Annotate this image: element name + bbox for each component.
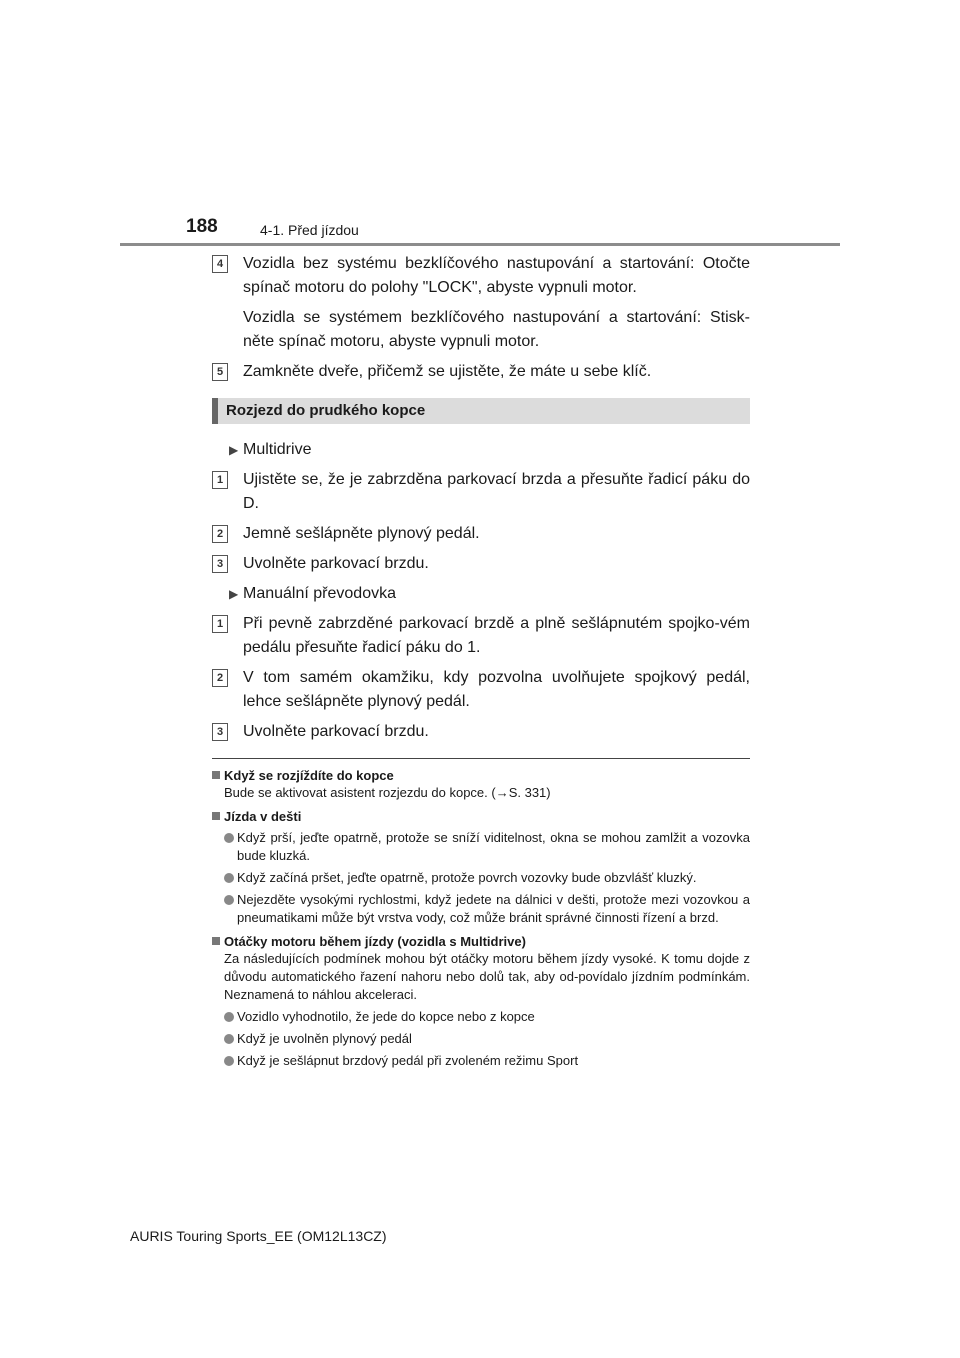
bullet-dot-icon (224, 1012, 234, 1022)
page-number: 188 (186, 216, 218, 237)
subsection-heading: Rozjezd do prudkého kopce (212, 398, 750, 424)
multidrive-label: ▶ Multidrive (212, 438, 750, 462)
bullet-dot-icon (224, 1056, 234, 1066)
triangle-right-icon: ▶ (229, 587, 239, 601)
step-text: Vozidla bez systému bezklíčového nastupování a startování: Otočte spínač motoru do polohy "LOCK", abyste vypnuli motor. (243, 255, 750, 296)
step-text: Vozidla se systémem bezklíčového nastupování a startování: Stisk-něte spínač motoru, abyste vypnuli motor. (243, 309, 750, 350)
note-body: Bude se aktivovat asistent rozjezdu do kopce. (→S. 331) (224, 785, 551, 800)
multidrive-step-1 (212, 468, 750, 516)
manual-step-1 (212, 612, 750, 660)
step-text: Jemně sešlápněte plynový pedál. (243, 525, 480, 542)
step-text: Zamkněte dveře, přičemž se ujistěte, že máte u sebe klíč. (243, 363, 652, 380)
square-icon (212, 937, 220, 945)
bullet-item: Když je sešlápnut brzdový pedál při zvoleném režimu Sport (212, 1052, 750, 1070)
header-divider (120, 243, 840, 246)
multidrive-step-3 (212, 552, 750, 576)
page-footer: AURIS Touring Sports_EE (OM12L13CZ) (130, 1228, 387, 1244)
section-title: 4-1. Před jízdou (260, 222, 359, 238)
note-title-rain: Jízda v dešti (212, 808, 750, 825)
note-body: Za následujících podmínek mohou být otáčky motoru během jízdy vysoké. K tomu dojde z důvodu automatického řazení nahoru nebo dolů tak, aby od-povídalo jízdním podmínkám. Neznamená to náhlou akceleraci. (224, 951, 750, 1002)
step-text: Uvolněte parkovací brzdu. (243, 723, 429, 740)
step-5 (212, 360, 750, 384)
bullet-dot-icon (224, 873, 234, 883)
step-text: Ujistěte se, že je zabrzděna parkovací brzda a přesuňte řadicí páku do D. (243, 471, 750, 512)
bullet-item: Vozidlo vyhodnotilo, že jede do kopce nebo z kopce (212, 1008, 750, 1026)
step-number-badge: 2 (212, 525, 228, 543)
note-title-rpm: Otáčky motoru během jízdy (vozidla s Multidrive) (212, 933, 750, 950)
step-number-badge: 4 (212, 255, 228, 273)
manual-step-2 (212, 666, 750, 714)
notes-divider (212, 758, 750, 759)
page-content (212, 252, 750, 1074)
multidrive-step-2 (212, 522, 750, 546)
bullet-dot-icon (224, 895, 234, 905)
step-text: Uvolněte parkovací brzdu. (243, 555, 429, 572)
bullet-item: Když prší, jeďte opatrně, protože se sníží viditelnost, okna se mohou zamlžit a vozovka bude kluzká. (212, 829, 750, 865)
manual-label: ▶ Manuální převodovka (212, 582, 750, 606)
manual-step-3 (212, 720, 750, 744)
bullet-dot-icon (224, 833, 234, 843)
bullet-item: Když začíná pršet, jeďte opatrně, protože povrch vozovky bude obzvlášť kluzký. (212, 869, 750, 887)
step-number-badge: 2 (212, 669, 228, 687)
bullet-item: Nejezděte vysokými rychlostmi, když jedete na dálnici v dešti, protože mezi vozovkou a pneumatikami může být vrstva vody, což může bránit správné činnosti řízení a brzd. (212, 891, 750, 927)
step-text: Při pevně zabrzděné parkovací brzdě a plně sešlápnutém spojko-vém pedálu přesuňte řadicí páku do 1. (243, 615, 750, 656)
square-icon (212, 812, 220, 820)
triangle-right-icon: ▶ (229, 443, 239, 457)
page-header (0, 0, 960, 250)
step-4 (212, 252, 750, 354)
step-text: V tom samém okamžiku, kdy pozvolna uvolňujete spojkový pedál, lehce sešlápněte plynový pedál. (243, 669, 750, 710)
step-number-badge: 3 (212, 723, 228, 741)
step-number-badge: 1 (212, 615, 228, 633)
step-number-badge: 1 (212, 471, 228, 489)
step-number-badge: 5 (212, 363, 228, 381)
bullet-item: Když je uvolněn plynový pedál (212, 1030, 750, 1048)
bullet-dot-icon (224, 1034, 234, 1044)
square-icon (212, 771, 220, 779)
note-title-uphill: Když se rozjíždíte do kopce (212, 767, 750, 784)
step-number-badge: 3 (212, 555, 228, 573)
